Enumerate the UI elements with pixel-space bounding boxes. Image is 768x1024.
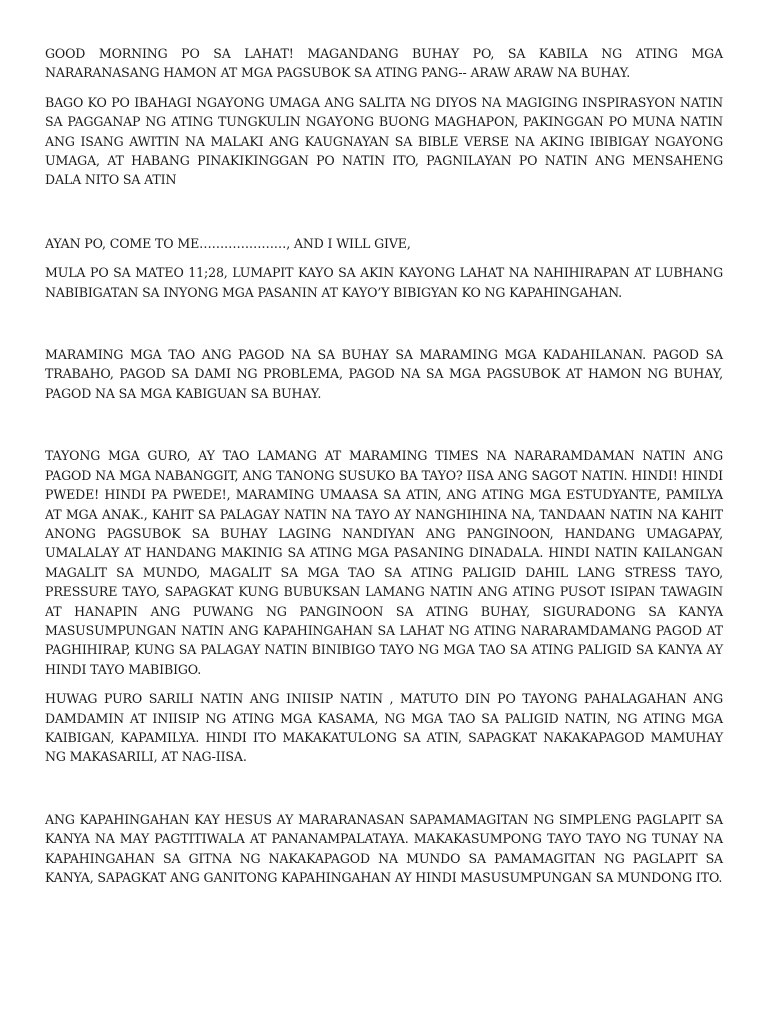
paragraph-rest: ANG KAPAHINGAHAN KAY HESUS AY MARARANASAN SAPAMAMAGITAN NG SIMPLENG PAGLAPIT SA KANYA NA MAY PAGTITIWALA AT PANANAMPALATAYA. MAKAKASUMPONG TAYO TAYO NG TUNAY NA KAPAHINGAHAN SA GITNA NG NAKAKAPAGOD NA MUNDO SA PAMAMAGITAN NG PAGLAPIT SA KANYA, SAPAGKAT ANG GANITONG KAPAHINGAHAN AY HINDI MASUSUMPUNGAN SA MUNDONG ITO. <box>45 811 723 885</box>
paragraph-verse: MULA PO SA MATEO 11;28, LUMAPIT KAYO SA AKIN KAYONG LAHAT NA NAHIHIRAPAN AT LUBHANG NABIBIGATAN SA INYONG MGA PASANIN AT KAYO’Y BIBIGYAN KO NG KAPAHINGAHAN. <box>45 265 723 300</box>
spacer <box>45 679 723 689</box>
spacer <box>45 190 723 234</box>
paragraph-intro: BAGO KO PO IBAHAGI NGAYONG UMAGA ANG SALITA NG DIYOS NA MAGIGING INSPIRASYON NATIN SA PAGGANAP NG ATING TUNGKULIN NGAYONG BUONG MAGHAPON, PAKINGGAN PO MUNA NATIN ANG ISANG AWITIN NA MALAKI ANG KAUGNAYAN SA BIBLE VERSE NA AKING IBIBIGAY NGAYONG UMAGA, AT HABANG PINAKIKINGGAN PO NATIN ITO, PAGNILAYAN PO NATIN ANG MENSAHENG DALA NITO SA ATIN <box>45 94 723 188</box>
paragraph-greeting: GOOD MORNING PO SA LAHAT! MAGANDANG BUHAY PO, SA KABILA NG ATING MGA NARARANASANG HAMON AT MGA PAGSUBOK SA ATING PANG-- ARAW ARAW NA BUHAY. <box>45 46 723 81</box>
spacer <box>45 83 723 93</box>
paragraph-selfless: HUWAG PURO SARILI NATIN ANG INIISIP NATIN , MATUTO DIN PO TAYONG PAHALAGAHAN ANG DAMDAMIN AT INIISIP NG ATING MGA KASAMA, NG MGA TAO SA PALIGID NATIN, NG ATING MGA KAIBIGAN, KAPAMILYA. HINDI ITO MAKAKATULONG SA ATIN, SAPAGKAT NAKAKAPAGOD MAMUHAY NG MAKASARILI, AT NAG-IISA. <box>45 691 723 765</box>
paragraph-teachers: TAYONG MGA GURO, AY TAO LAMANG AT MARAMING TIMES NA NARARAMDAMAN NATIN ANG PAGOD NA MGA NABANGGIT, ANG TANONG SUSUKO BA TAYO? IISA ANG SAGOT NATIN. HINDI! HINDI PWEDE! HINDI PA PWEDE!, MARAMING UMAASA SA ATIN, ANG ATING MGA ESTUDYANTE, PAMILYA AT MGA ANAK., KAHIT SA PALAGAY NATIN NA TAYO AY NANGHIHINA NA, TANDAAN NATIN NA KAHIT ANONG PAGSUBOK SA BUHAY LAGING NANDIYAN ANG PANGINOON, HANDANG UMAGAPAY, UMALALAY AT HANDANG MAKINIG SA ATING MGA PASANING DINADALA. HINDI NATIN KAILANGAN MAGALIT SA MUNDO, MAGALIT SA MGA TAO SA ATING PALIGID DAHIL LANG STRESS TAYO, PRESSURE TAYO, SAPAGKAT KUNG BUBUKSAN LAMANG NATIN ANG ATING PUSOT ISIPAN TAWAGIN AT HANAPIN ANG PUWANG NG PANGINOON SA ATING BUHAY, SIGURADONG SA KANYA MASUSUMPUNGAN NATIN ANG KAPAHINGAHAN SA LAHAT NG ATING NARARAMDAMANG PAGOD AT PAGHIHIRAP, KUNG SA PALAGAY NATIN BINIBIGO TAYO NG MGA TAO SA ATING PALIGID SA KANYA AY HINDI TAYO MABIBIGO. <box>45 448 723 677</box>
spacer <box>45 253 723 263</box>
spacer <box>45 767 723 810</box>
paragraph-song: AYAN PO, COME TO ME…………………, AND I WILL GIVE, <box>45 235 411 251</box>
spacer <box>45 403 723 446</box>
paragraph-tired: MARAMING MGA TAO ANG PAGOD NA SA BUHAY SA MARAMING MGA KADAHILANAN. PAGOD SA TRABAHO, PAGOD SA DAMI NG PROBLEMA, PAGOD NA SA MGA PAGSUBOK AT HAMON NG BUHAY, PAGOD NA SA MGA KABIGUAN SA BUHAY. <box>45 347 723 401</box>
spacer <box>45 302 723 345</box>
document-page <box>45 44 723 887</box>
